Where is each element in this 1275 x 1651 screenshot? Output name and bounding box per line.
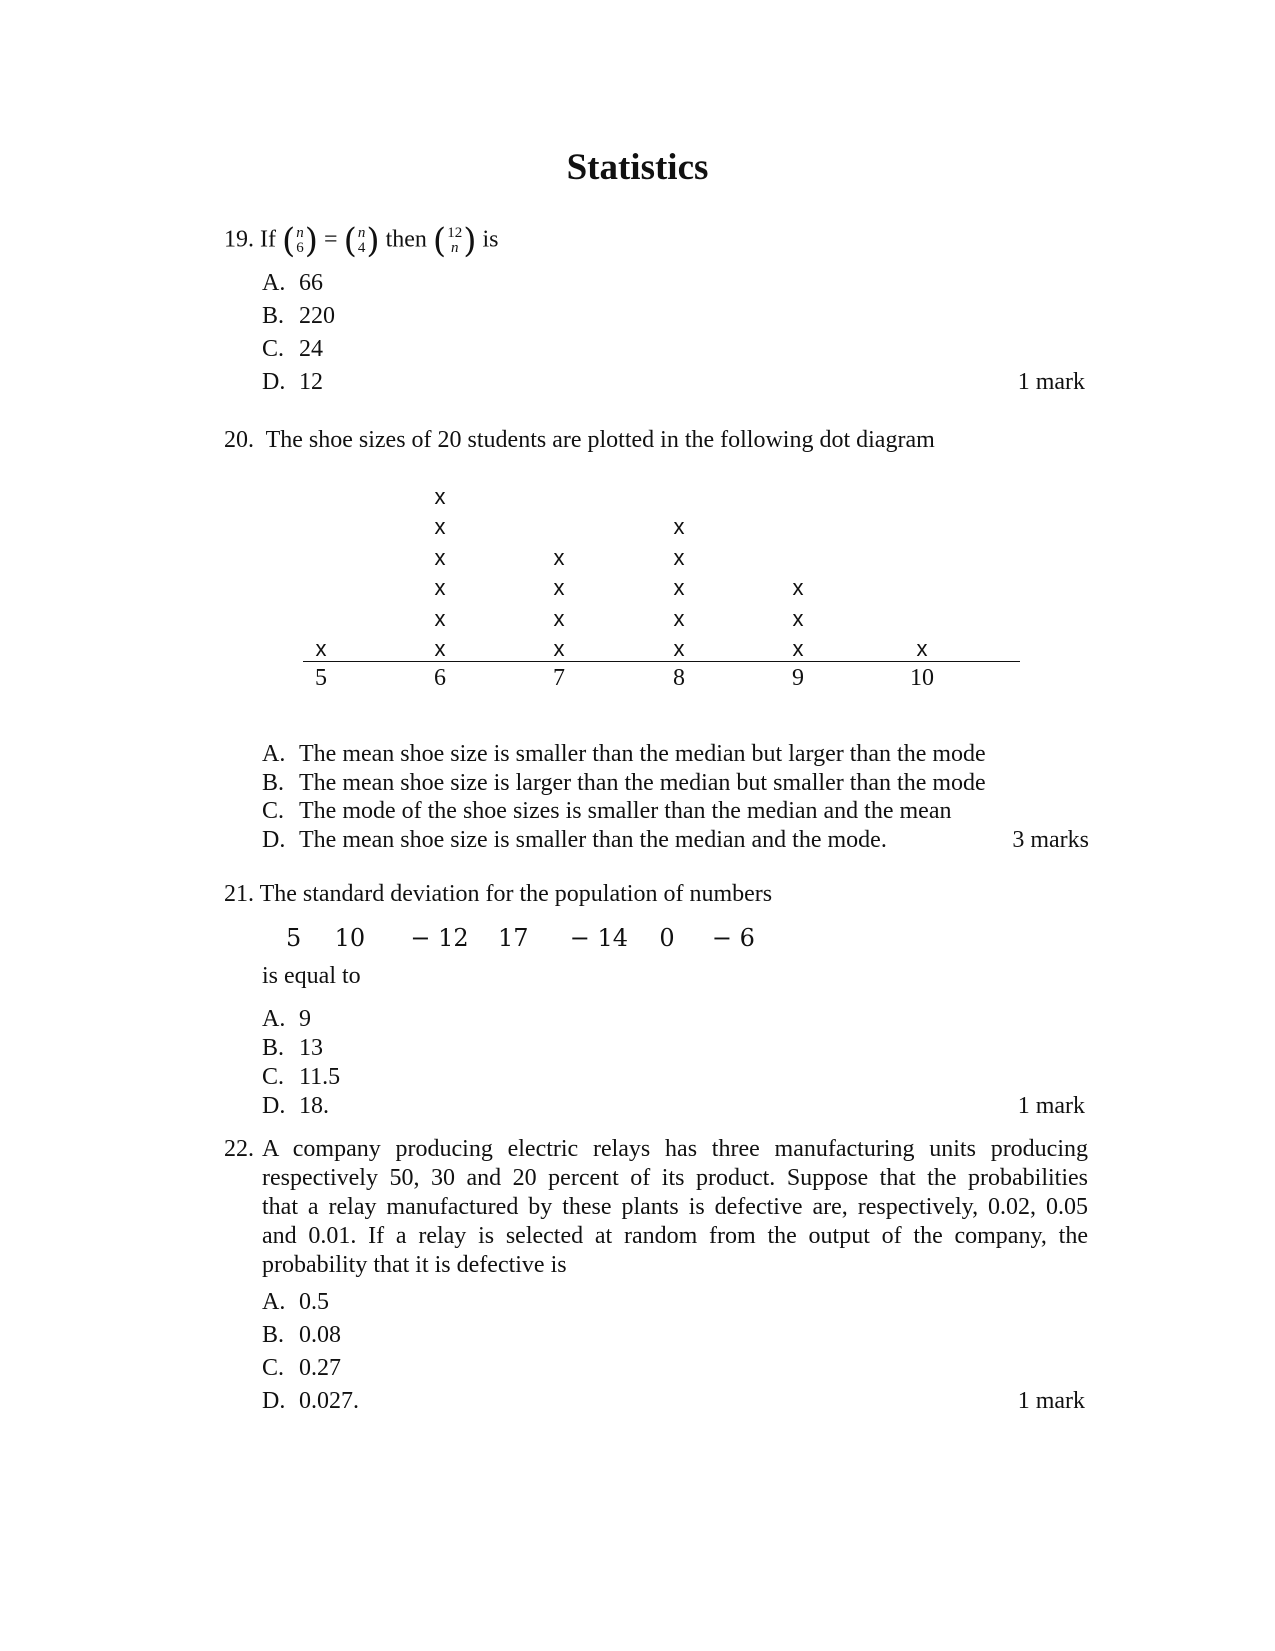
question-19-stem: [224, 221, 499, 261]
option-letter: D.: [262, 369, 286, 395]
marks-label: 1 mark: [1017, 1388, 1085, 1414]
dot-marker: x: [553, 575, 565, 600]
option-letter: A.: [262, 1289, 286, 1315]
question-number: 20.: [224, 427, 254, 453]
option-b-text: 220: [299, 303, 335, 329]
option-d-text: 18.: [299, 1093, 329, 1119]
tick-label: 10: [910, 665, 934, 691]
dot-marker: x: [434, 605, 446, 631]
axis-line: [303, 661, 1020, 662]
tick-label: 7: [553, 665, 565, 691]
option-letter: D.: [262, 1388, 286, 1414]
option-a-text: The mean shoe size is smaller than the median but larger than the mode: [299, 741, 986, 767]
number-list: [286, 924, 755, 952]
dot-marker: x: [434, 575, 446, 600]
question-number: 22.: [224, 1136, 254, 1162]
option-letter: B.: [262, 1322, 285, 1348]
question-21-stem: [224, 880, 772, 908]
tick-label: 8: [673, 665, 685, 691]
question-20-stem: [224, 426, 935, 454]
number-item: − 14: [569, 924, 629, 952]
option-letter: C.: [262, 1064, 285, 1090]
question-text: The standard deviation for the population of numbers: [259, 881, 773, 907]
dot-marker: x: [434, 514, 446, 539]
marks-label: 1 mark: [1017, 1093, 1085, 1119]
dot-marker: x: [553, 636, 565, 661]
paragraph-line: respectively 50, 30 and 20 percent of its product. Suppose that the probabilities: [262, 1165, 1088, 1191]
number-item: 5: [286, 924, 302, 952]
number-item: − 6: [711, 924, 755, 952]
question-text: The shoe sizes of 20 students are plotted in the following dot diagram: [265, 427, 935, 453]
option-d-text: 0.027.: [299, 1388, 359, 1414]
paragraph-line: that a relay manufactured by these plants is defective are, respectively, 0.02, 0.05: [262, 1194, 1088, 1220]
option-a-text: 0.5: [299, 1289, 329, 1315]
number-item: 10: [334, 924, 366, 952]
dot-marker: x: [553, 544, 565, 570]
number-item: 0: [659, 924, 675, 952]
dot-marker: x: [434, 636, 446, 661]
dot-marker: x: [792, 636, 804, 661]
dot-marker: x: [673, 605, 685, 631]
equals-sign: =: [324, 226, 338, 253]
binomial-n-6: ( n 6 ): [281, 221, 319, 261]
dot-marker: x: [792, 605, 804, 631]
option-c-text: 24: [299, 336, 323, 362]
question-text: If: [260, 226, 276, 253]
dot-marker: x: [916, 636, 928, 661]
option-letter: C.: [262, 1355, 285, 1381]
paragraph-line: probability that it is defective is: [262, 1252, 567, 1278]
option-letter: D.: [262, 1093, 286, 1119]
tick-label: 5: [315, 665, 327, 691]
question-number: 21.: [224, 881, 254, 907]
option-b-text: The mean shoe size is larger than the median but smaller than the mode: [299, 770, 986, 796]
dot-marker: x: [434, 483, 446, 509]
option-c-text: 11.5: [299, 1064, 341, 1090]
question-text: is: [482, 226, 499, 253]
option-letter: C.: [262, 798, 285, 824]
option-a-text: 9: [299, 1006, 311, 1032]
option-d-text: The mean shoe size is smaller than the median and the mode.: [299, 827, 887, 853]
question-text: then: [385, 226, 427, 253]
number-item: 17: [497, 924, 529, 952]
option-letter: B.: [262, 1035, 285, 1061]
binomial-12-n: ( 12 n ): [432, 221, 477, 261]
option-letter: A.: [262, 741, 286, 767]
option-letter: B.: [262, 303, 285, 329]
question-21-continuation: is equal to: [262, 963, 361, 989]
option-a-text: 66: [299, 270, 323, 296]
question-22-text: [262, 1135, 1088, 1280]
option-letter: D.: [262, 827, 286, 853]
binomial-n-4: ( n 4 ): [343, 221, 380, 261]
marks-label: 3 marks: [1012, 827, 1089, 853]
option-b-text: 13: [299, 1035, 323, 1061]
paragraph-line: and 0.01. If a relay is selected at random from the output of the company, the: [262, 1223, 1088, 1249]
option-c-text: 0.27: [299, 1355, 341, 1381]
tick-label: 9: [792, 665, 804, 691]
option-d-text: 12: [299, 369, 323, 395]
option-letter: C.: [262, 336, 285, 362]
option-letter: A.: [262, 1006, 286, 1032]
dot-marker: x: [673, 636, 685, 661]
paragraph-line: A company producing electric relays has three manufacturing units producing: [262, 1136, 1088, 1162]
number-item: − 12: [410, 924, 469, 952]
option-letter: B.: [262, 770, 285, 796]
dot-marker: x: [434, 544, 446, 570]
dot-marker: x: [792, 575, 804, 600]
option-b-text: 0.08: [299, 1322, 341, 1348]
dot-marker: x: [315, 636, 327, 661]
dot-marker: x: [553, 605, 565, 631]
page-title: Statistics: [566, 147, 709, 188]
option-c-text: The mode of the shoe sizes is smaller than the median and the mean: [299, 798, 952, 824]
dot-marker: x: [673, 544, 685, 570]
marks-label: 1 mark: [1017, 369, 1085, 395]
tick-label: 6: [434, 665, 446, 691]
dot-marker: x: [673, 514, 685, 539]
option-letter: A.: [262, 270, 286, 296]
question-number: 19.: [224, 226, 254, 253]
dot-marker: x: [673, 575, 685, 600]
